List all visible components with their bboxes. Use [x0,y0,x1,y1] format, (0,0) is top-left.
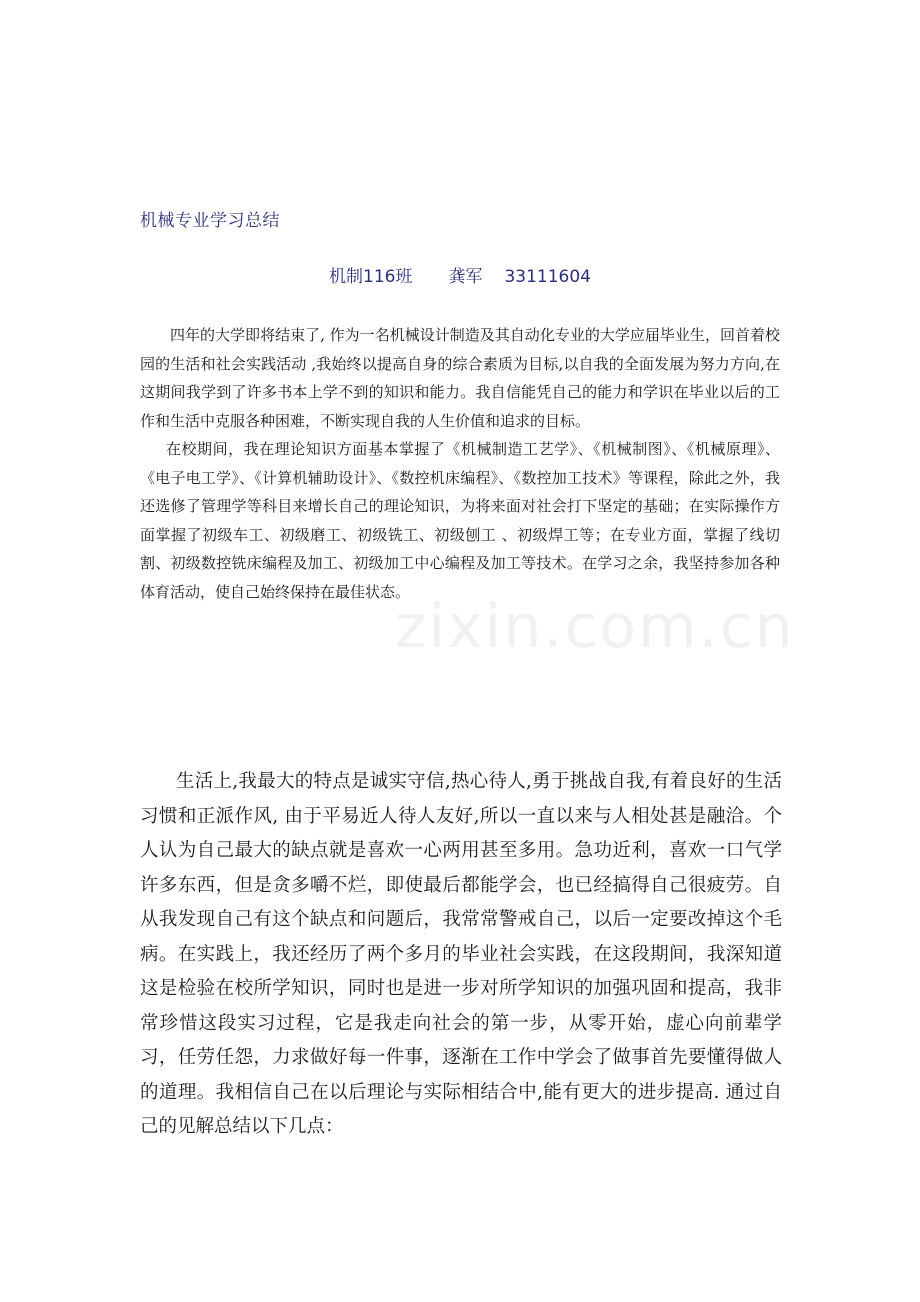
document-title: 机械专业学习总结 [140,211,280,231]
class-name: 机制116班 [329,267,413,287]
student-id: 33111604 [504,267,591,287]
watermark: zixin.com.cn [395,592,795,662]
paragraph-intro: 四年的大学即将结束了, 作为一名机械设计制造及其自动化专业的大学应届毕业生，回首着校园的生活和社会实践活动 ,我始终以提高自身的综合素质为目标,以自我的全面发展为努力方向,在这期间我学到了许多书本上学不到的知识和能力。我自信能凭自己的能力和学识在毕业以后的工作和生活中克服各种困难，不断实现自我的人生价值和追求的目标。 [140,326,780,430]
paragraph-life: 生活上,我最大的特点是诚实守信,热心待人,勇于挑战自我,有着良好的生活习惯和正派作风, 由于平易近人待人友好,所以一直以来与人相处甚是融洽。个人认为自己最大的缺点就是喜欢一心两用甚至多用。急功近利，喜欢一口气学许多东西，但是贪多嚼不烂，即使最后都能学会，也已经搞得自己很疲劳。自从我发现自己有这个缺点和问题后，我常常警戒自己，以后一定要改掉这个毛病。在实践上，我还经历了两个多月的毕业社会实践，在这段期间，我深知道这是检验在校所学知识，同时也是进一步对所学知识的加强巩固和提高，我非常珍惜这段实习过程，它是我走向社会的第一步，从零开始，虚心向前辈学习，任劳任怨，力求做好每一件事，逐渐在工作中学会了做事首先要懂得做人的道理。我相信自己在以后理论与实际相结合中,能有更大的进步提高. 通过自己的见解总结以下几点： [140,771,782,1137]
paragraph-studies: 在校期间，我在理论知识方面基本掌握了《机械制造工艺学》、《机械制图》、《机械原理》、《电子电工学》、《计算机辅助设计》、《数控机床编程》、《数控加工技术》等课程，除此之外，我还选修了管理学等科目来增长自己的理论知识，为将来面对社会打下坚定的基础；在实际操作方面掌握了初级车工、初级磨工、初级铣工、初级刨工 、初级焊工等；在专业方面，掌握了线切割、初级数控铣床编程及加工、初级加工中心编程及加工等技术。在学习之余，我坚持参加各种体育活动，使自己始终保持在最佳状态。 [140,440,780,601]
author-name: 龚军 [448,267,483,287]
byline [0,262,920,287]
